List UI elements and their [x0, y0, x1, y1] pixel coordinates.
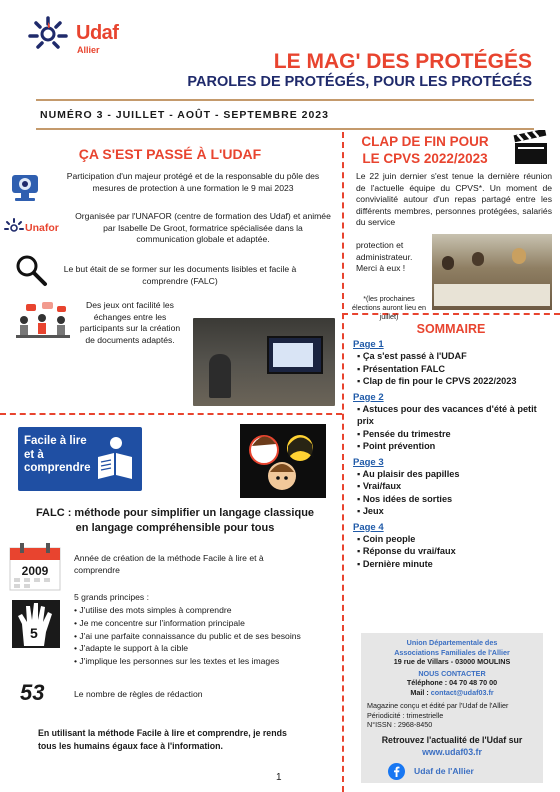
principles-title: 5 grands principes :	[74, 592, 149, 602]
training-room-photo	[193, 318, 335, 406]
org-address: 19 rue de Villars - 03000 MOULINS	[393, 657, 511, 666]
toc-item[interactable]: ▪ Coin people	[357, 533, 416, 544]
facebook-label: Udaf de l'Allier	[414, 766, 474, 776]
magnifier-icon	[14, 253, 48, 287]
principles-list	[74, 604, 342, 668]
clap-title-line-2: LE CPVS 2022/2023	[362, 151, 488, 166]
clap-paragraph-2: protection et administrateur.	[356, 240, 413, 262]
edit-line: Magazine conçu et édité par l'Udaf de l'Allier	[367, 701, 509, 710]
principle-item: • J'utilise des mots simples à comprendre	[74, 605, 232, 615]
meeting-illustration-icon	[12, 300, 74, 342]
calendar-2009	[8, 542, 62, 592]
toc-page-4	[353, 522, 553, 571]
toc-item[interactable]: ▪ Ça s'est passé à l'UDAF	[357, 351, 467, 361]
toc-item[interactable]: ▪ Vrai/faux	[357, 481, 402, 491]
toc-item[interactable]: ▪ Point prévention	[357, 441, 436, 451]
webcam-icon	[8, 172, 46, 202]
rules-number: 53	[20, 680, 45, 705]
org-line-2: Associations Familiales de l'Allier	[394, 647, 510, 657]
website-link[interactable]: www.udaf03.fr	[422, 746, 482, 757]
contact-mail-link[interactable]: contact@udaf03.fr	[430, 687, 494, 697]
toc-item[interactable]: ▪ Réponse du vrai/faux	[357, 546, 456, 556]
falc-faces-illustration	[240, 424, 326, 498]
principle-item: • J'adapte le support à la cible	[74, 643, 189, 654]
udaf-logo	[26, 14, 136, 64]
toc-page-3	[353, 457, 553, 518]
toc-item[interactable]: ▪ Clap de fin pour le CPVS 2022/2023	[357, 376, 517, 386]
toc-item[interactable]: ▪ Pensée du trimestre	[357, 428, 451, 439]
toc-page-2	[353, 392, 553, 453]
issue-line: NUMÉRO 3 - JUILLET - AOÛT - SEPTEMBRE 2023	[40, 109, 329, 121]
falc-conclusion: En utilisant la méthode Facile à lire et comprendre, je rends tous les humains égaux face à l'information.	[38, 728, 287, 751]
hand-five	[12, 600, 60, 648]
clapperboard-icon	[512, 130, 550, 166]
toc-page-link[interactable]: Page 1	[353, 339, 384, 350]
toc-page-link[interactable]: Page 4	[353, 521, 384, 533]
page-number: 1	[276, 772, 282, 783]
toc-item[interactable]: ▪ Présentation FALC	[357, 363, 446, 374]
toc-item[interactable]: ▪ Nos idées de sorties	[357, 493, 453, 504]
issn-line: N°ISSN : 2968-8450	[367, 720, 433, 729]
clap-thanks: Merci à eux !	[356, 263, 406, 273]
unafor-label: Unafor	[25, 222, 59, 234]
toc-item[interactable]: ▪ Dernière minute	[357, 558, 433, 569]
toc-page-link[interactable]: Page 3	[353, 456, 384, 468]
udaf-paragraph-3: Le but était de se former sur les documents lisibles et facile à comprendre (FALC)	[63, 264, 297, 286]
page-title: LE MAG' DES PROTÉGÉS	[273, 50, 532, 73]
header-divider-top	[36, 99, 534, 101]
section-divider-left	[0, 413, 342, 415]
clap-note: *(les prochaines élections auront lieu en juillet)	[352, 294, 426, 321]
org-line-1: Union Départementale des	[406, 638, 498, 647]
unafor-logo	[4, 218, 66, 240]
toc-item[interactable]: ▪ Au plaisir des papilles	[357, 468, 460, 479]
toc-item[interactable]: ▪ Jeux	[357, 506, 384, 516]
toc-page-link[interactable]: Page 2	[353, 391, 384, 403]
cpvs-meal-photo	[432, 234, 552, 310]
sommaire-title: SOMMAIRE	[416, 322, 486, 336]
clap-title-line-1: CLAP DE FIN POUR	[361, 134, 489, 149]
calendar-year: 2009	[21, 564, 49, 578]
falc-badge-label: Facile à lire et à comprendre	[24, 435, 91, 474]
udaf-paragraph-4: Des jeux ont facilité les échanges entre les participants sur la création de documents adaptés.	[79, 300, 181, 345]
logo-name: Udaf	[76, 22, 119, 44]
facebook-icon	[388, 763, 405, 780]
principle-item: • Je me concentre sur l'information principale	[74, 617, 245, 628]
column-divider	[342, 132, 344, 792]
udaf-paragraph-2: Organisée par l'UNAFOR (centre de formation des Udaf) et animée par Isabelle De Groot, formatrice spécialisée dans la communication globale et adaptée.	[75, 211, 331, 244]
toc-page-1	[353, 339, 553, 388]
principle-item: • J'ai une parfaite connaissance du public et de ses besoins	[74, 630, 301, 641]
contact-heading: NOUS CONTACTER	[418, 668, 486, 678]
page-subtitle: PAROLES DE PROTÉGÉS, POUR LES PROTÉGÉS	[187, 74, 532, 90]
toc-item[interactable]: ▪ Astuces pour des vacances d'été à petit prix	[357, 403, 537, 426]
udaf-paragraph-1: Participation d'un majeur protégé et de la responsable du pôle des mesures de protection à une formation le 9 mai 2023	[66, 171, 320, 193]
reading-person-icon	[92, 435, 136, 483]
contact-phone: Téléphone : 04 70 48 70 00	[406, 678, 498, 687]
header-divider-bottom	[36, 128, 534, 130]
unafor-people-icon	[4, 218, 24, 238]
rules-description: Le nombre de règles de rédaction	[74, 689, 203, 699]
falc-badge	[18, 427, 142, 491]
clap-paragraph-1: Le 22 juin dernier s'est tenue la dernière réunion de l'actuelle équipe du CPVS*. Un moment de convivialité autour d'un repas partagé entre les différents membres, personnes protégées, salariés du service	[356, 171, 552, 227]
falc-title: FALC : méthode pour simplifier un langage classique en langage compréhensible pour tous	[35, 507, 315, 534]
year-description: Année de création de la méthode Facile à lire et à comprendre	[74, 553, 264, 575]
contact-content	[361, 638, 543, 758]
period-line: Périodicité : trimestrielle	[367, 710, 444, 720]
udaf-section-title: ÇA S'EST PASSÉ À L'UDAF	[78, 146, 262, 162]
faces-icon	[240, 424, 326, 498]
principle-item: • J'implique les personnes sur les textes et les images	[74, 656, 280, 667]
udaf-people-icon	[26, 14, 70, 58]
logo-sub: Allier	[77, 45, 100, 55]
follow-line: Retrouvez l'actualité de l'Udaf sur	[381, 734, 523, 745]
contact-mail-line: Mail : contact@udaf03.fr	[410, 687, 494, 697]
sommaire-list	[353, 339, 553, 570]
hand-number: 5	[30, 625, 38, 641]
